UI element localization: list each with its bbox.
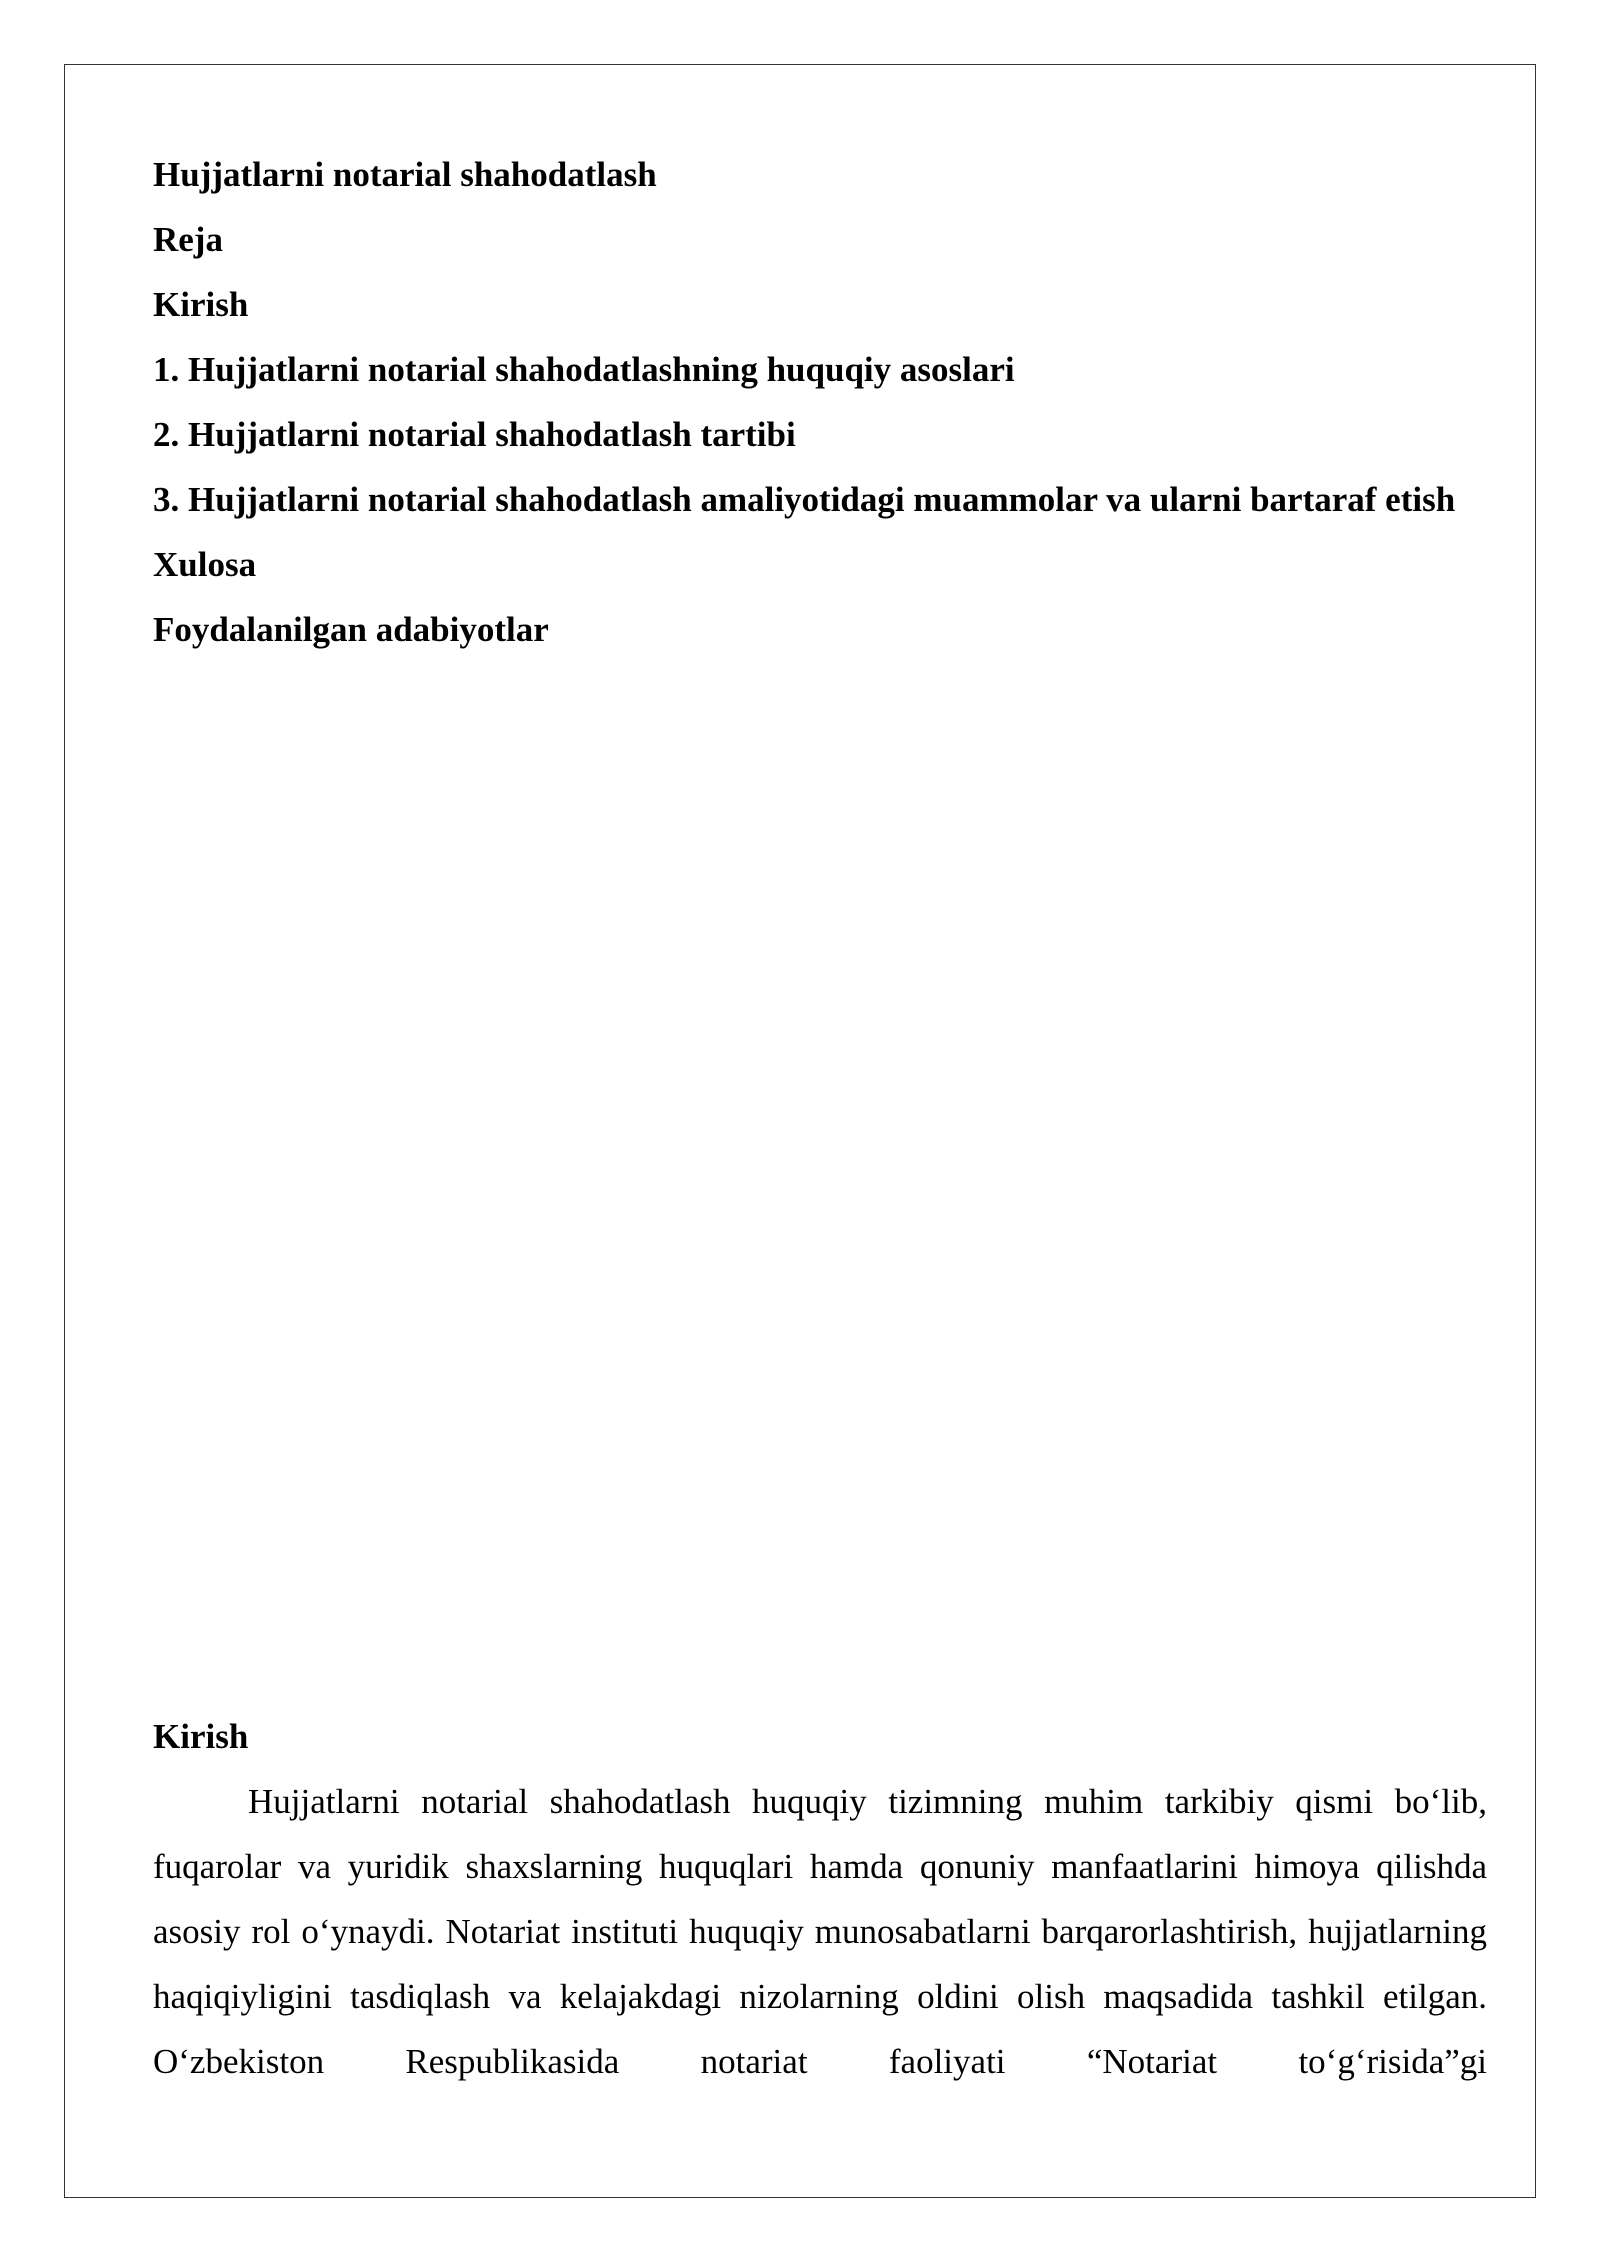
plan-item-2: 2. Hujjatlarni notarial shahodatlash tartibi: [153, 415, 796, 454]
plan-item-references: Foydalanilgan adabiyotlar: [153, 610, 549, 649]
document-title: Hujjatlarni notarial shahodatlash: [153, 155, 657, 194]
plan-item-3: 3. Hujjatlarni notarial shahodatlash amaliyotidagi muammolar va ularni bartaraf etish: [153, 480, 1456, 519]
intro-heading: Kirish: [153, 1717, 249, 1756]
plan-heading: Reja: [153, 220, 223, 259]
plan-item-1: 1. Hujjatlarni notarial shahodatlashning huquqiy asoslari: [153, 350, 1015, 389]
plan-section: [153, 142, 1487, 662]
plan-item-intro: Kirish: [153, 285, 249, 324]
intro-paragraph: Hujjatlarni notarial shahodatlash huquqiy tizimning muhim tarkibiy qismi bo‘lib, fuqarolar va yuridik shaxslarning huquqlari hamda qonuniy manfaatlarini himoya qilishda asosiy rol o‘ynaydi. Notariat instituti huquqiy munosabatlarni barqarorlashtirish, hujjatlarning haqiqiyligini tasdiqlash va kelajakdagi nizolarning oldini olish maqsadida tashkil etilgan. O‘zbekiston Respublikasida notariat faoliyati “Notariat to‘g‘risida”gi: [153, 1782, 1487, 2081]
plan-item-conclusion: Xulosa: [153, 545, 257, 584]
intro-section: [153, 1704, 1487, 2094]
